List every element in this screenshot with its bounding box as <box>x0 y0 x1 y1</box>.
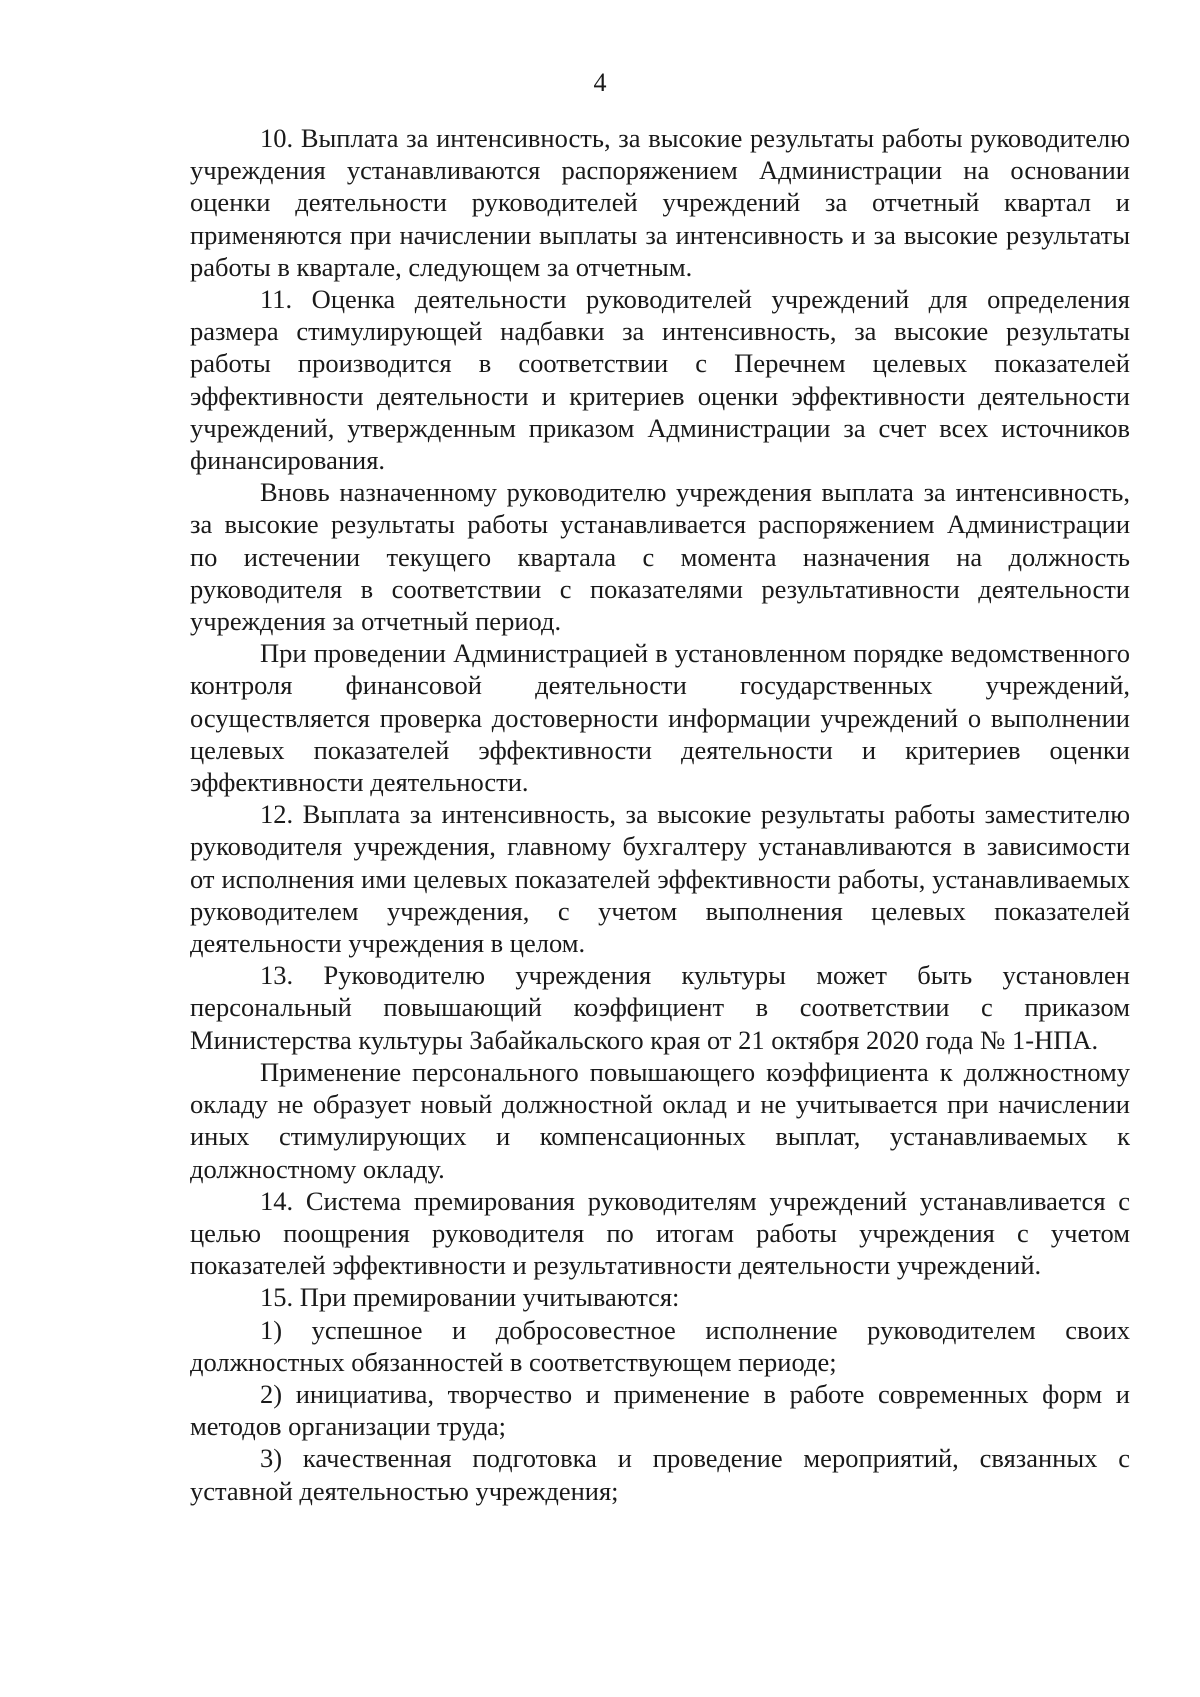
paragraph-11: 11. Оценка деятельности руководителей учреждений для определения размера стимулирующей надбавки за интенсивность, за высокие результаты работы производится в соответствии с Перечнем целевых показателей эффективности деятельности и критериев оценки эффективности деятельности учреждений, утвержденным приказом Администрации за счет всех источников финансирования. <box>190 284 1130 476</box>
paragraph-coefficient-application: Применение персонального повышающего коэффициента к должностному окладу не образует новый должностной оклад и не учитывается при начислении иных стимулирующих и компенсационных выплат, устанавливаемых к должностному окладу. <box>190 1056 1130 1184</box>
list-item-1: 1) успешное и добросовестное исполнение руководителем своих должностных обязанностей в соответствующем периоде; <box>190 1314 1130 1377</box>
paragraph-new-head-payment: Вновь назначенному руководителю учреждения выплата за интенсивность, за высокие результаты работы устанавливается распоряжением Администрации по истечении текущего квартала с момента назначения на должность руководителя в соответствии с показателями результативности деятельности учреждения за отчетный период. <box>190 477 1130 637</box>
paragraph-14: 14. Система премирования руководителям учреждений устанавливается с целью поощрения руководителя по итогам работы учреждения с учетом показателей эффективности и результативности деятельности учреждений. <box>190 1185 1130 1281</box>
paragraph-13: 13. Руководителю учреждения культуры может быть установлен персональный повышающий коэффициент в соответствии с приказом Министерства культуры Забайкальского края от 21 октября 2020 года № 1-НПА. <box>190 960 1130 1055</box>
paragraph-10: 10. Выплата за интенсивность, за высокие результаты работы руководителю учреждения устанавливаются распоряжением Администрации на основании оценки деятельности руководителей учреждений за отчетный квартал и применяются при начислении выплаты за интенсивность и за высокие результаты работы в квартале, следующем за отчетным. <box>190 123 1130 282</box>
paragraph-12: 12. Выплата за интенсивность, за высокие результаты работы заместителю руководителя учреждения, главному бухгалтеру устанавливаются в зависимости от исполнения ими целевых показателей эффективности работы, устанавливаемых руководителем учреждения, с учетом выполнения целевых показателей деятельности учреждения в целом. <box>190 799 1130 959</box>
document-body <box>190 122 1130 1507</box>
paragraph-departmental-control: При проведении Администрацией в установленном порядке ведомственного контроля финансовой деятельности государственных учреждений, осуществляется проверка достоверности информации учреждений о выполнении целевых показателей эффективности деятельности и критериев оценки эффективности деятельности. <box>190 638 1130 798</box>
page-number: 4 <box>593 68 607 97</box>
list-item-3: 3) качественная подготовка и проведение мероприятий, связанных с уставной деятельностью учреждения; <box>190 1443 1130 1506</box>
paragraph-15: 15. При премировании учитываются: <box>260 1282 680 1313</box>
list-item-2: 2) инициатива, творчество и применение в работе современных форм и методов организации труда; <box>190 1378 1130 1442</box>
